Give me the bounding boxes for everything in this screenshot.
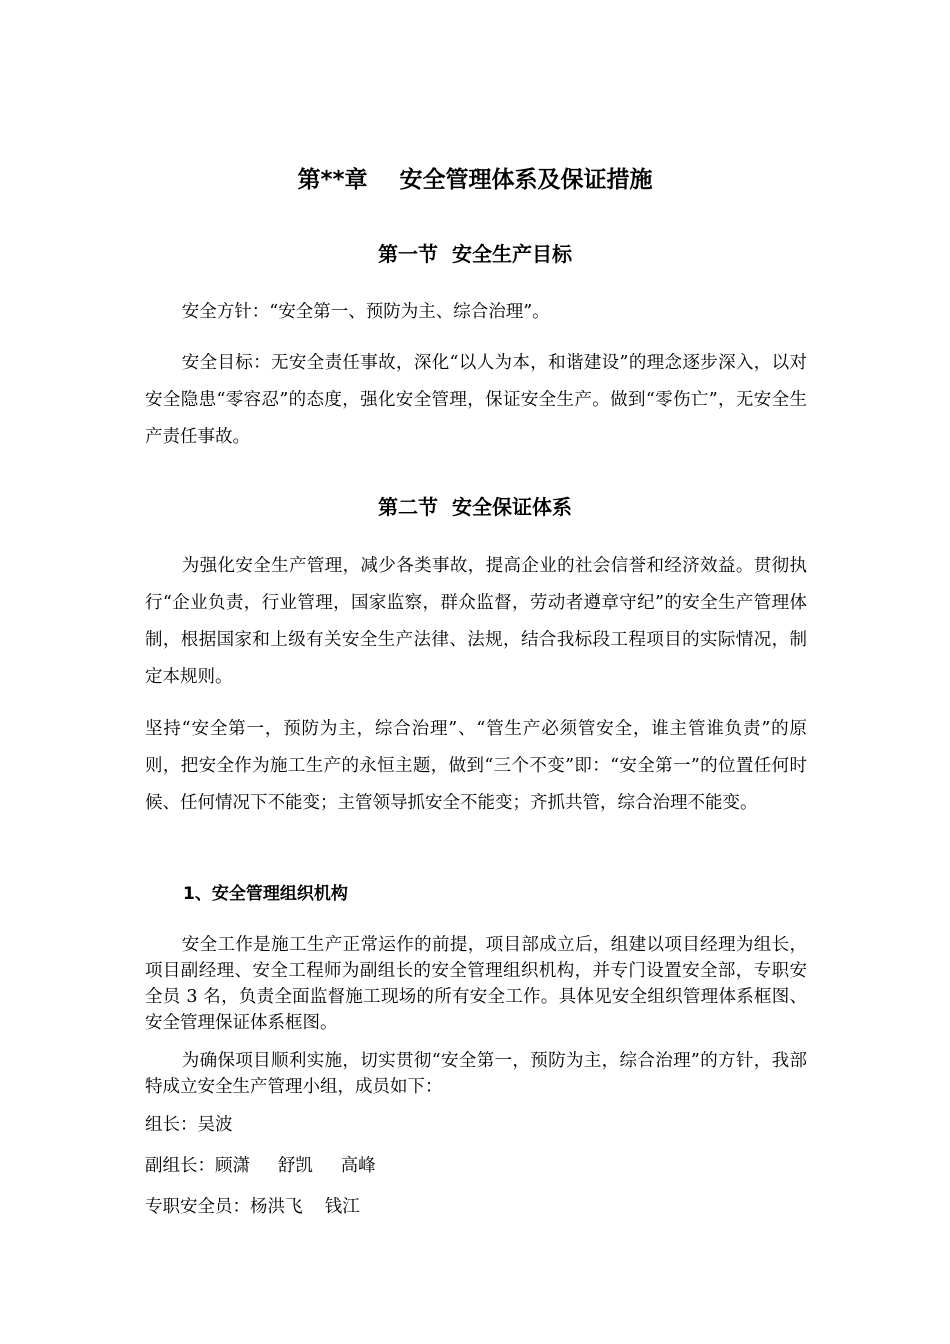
management-group-paragraph: 为确保项目顺利实施，切实贯彻“安全第一，预防为主，综合治理”的方针，我部特成立安全生产管理小组，成员如下： bbox=[145, 1051, 807, 1097]
safety-policy-paragraph: 安全方针：“安全第一、预防为主、综合治理”。 bbox=[181, 302, 550, 322]
principle-paragraph: 坚持“安全第一，预防为主，综合治理”、“管生产必须管安全，谁主管谁负责”的原则，把安全作为施工生产的永恒主题，做到“三个不变”即：“安全第一”的位置任何时候、任何情况下不能变；主管领导抓安全不能变；齐抓共管，综合治理不能变。 bbox=[145, 719, 807, 813]
section-title-2: 第二节 安全保证体系 bbox=[378, 495, 572, 519]
safety-officer-line: 专职安全员：杨洪飞 钱江 bbox=[145, 1197, 360, 1217]
group-leader-line: 组长：吴波 bbox=[145, 1115, 233, 1135]
organization-paragraph: 安全工作是施工生产正常运作的前提，项目部成立后，组建以项目经理为组长，项目副经理、安全工程师为副组长的安全管理组织机构，并专门设置安全部，专职安全员 3 名，负责全面监督施工现场的所有安全工作。具体见安全组织管理体系框图、安全管理保证体系框图。 bbox=[145, 935, 807, 1033]
intro-paragraph: 为强化安全生产管理，减少各类事故，提高企业的社会信誉和经济效益。贯彻执行“企业负责，行业管理，国家监察，群众监督，劳动者遵章守纪”的安全生产管理体制，根据国家和上级有关安全生产法律、法规，结合我标段工程项目的实际情况，制定本规则。 bbox=[145, 556, 807, 687]
section-title-1: 第一节 安全生产目标 bbox=[378, 242, 572, 266]
safety-goal-paragraph: 安全目标：无安全责任事故，深化“以人为本，和谐建设”的理念逐步深入，以对安全隐患“零容忍”的态度，强化安全管理，保证安全生产。做到“零伤亡”，无安全生产责任事故。 bbox=[145, 353, 807, 447]
deputy-leader-line: 副组长：顾潇 舒凯 高峰 bbox=[145, 1156, 376, 1176]
subsection-heading: 1、安全管理组织机构 bbox=[183, 884, 348, 904]
chapter-title: 第**章 安全管理体系及保证措施 bbox=[297, 167, 653, 193]
